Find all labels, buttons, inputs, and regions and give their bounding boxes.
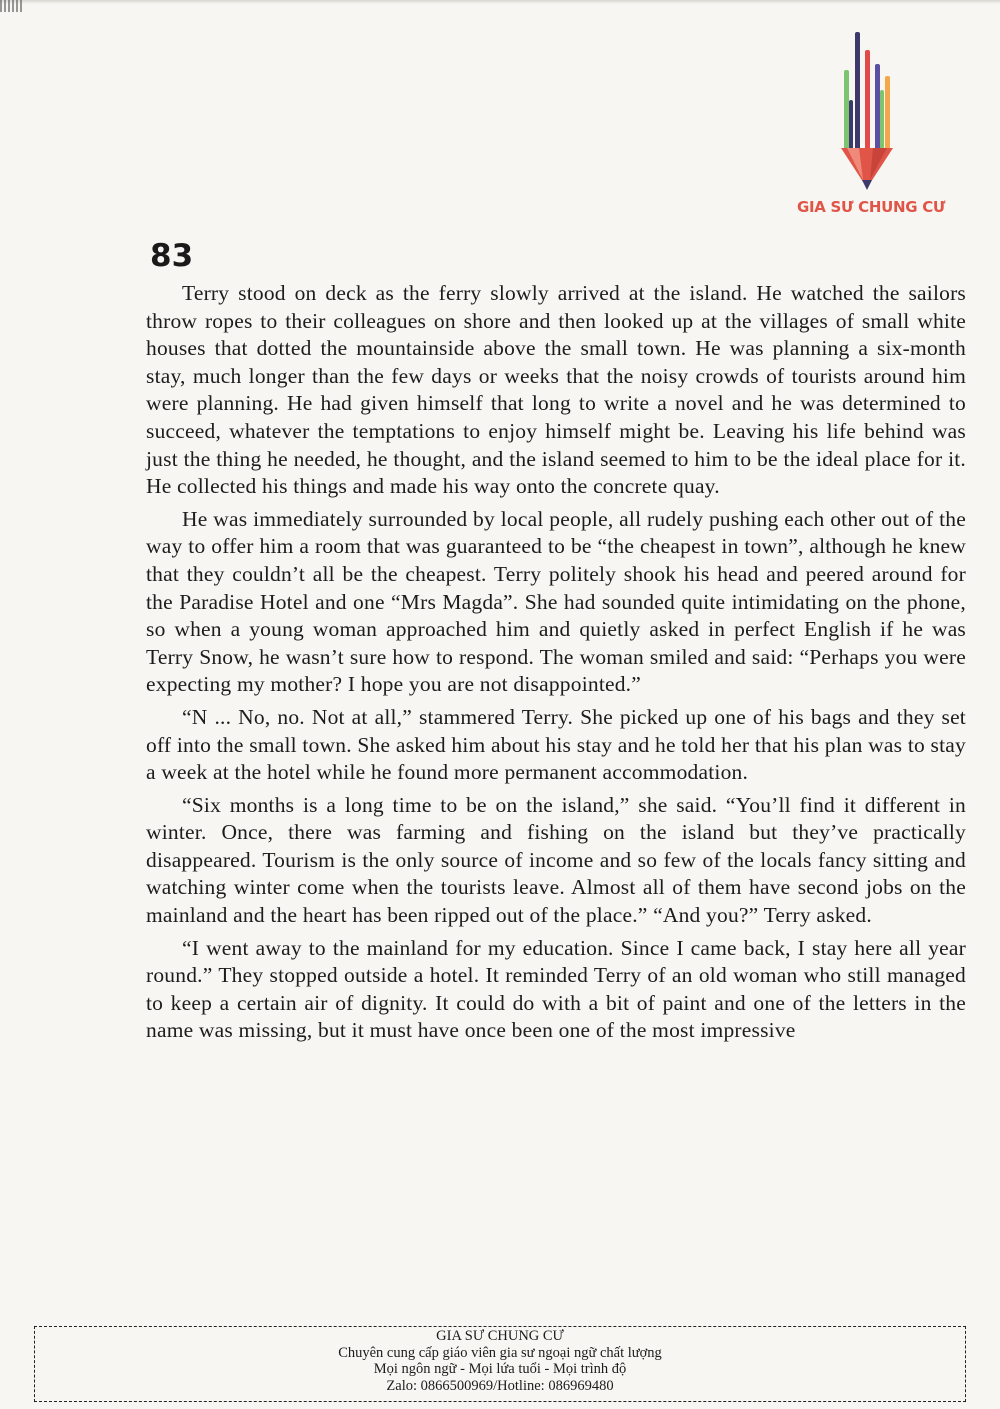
logo-text: GIA SƯ CHUNG CƯ [797,198,946,216]
paragraph-4: “Six months is a long time to be on the island,” she said. “You’ll find it different in winter. Once, there was farming and fishing on the island but they’ve practically disappeared. Tourism is the only source of income and so few of the locals fancy sitting and watching winter come when the tourists leave. Almost all of them have second jobs on the mainland and the heart has been ripped out of the place.” “And you?” Terry asked. [146,792,966,928]
scan-corner-mark [0,0,22,12]
scan-edge [0,0,1000,4]
paragraph-1: Terry stood on deck as the ferry slowly arrived at the island. He watched the sailors throw ropes to their colleagues on shore and then looked up at the villages of small white houses that dotted the mountainside above the small town. He was planning a six-month stay, much longer than the few days or weeks that the noisy crowds of tourists around him were planning. He had given himself that long to write a novel and he was determined to succeed, whatever the temptations to enjoy himself might be. Leaving his life behind was just the thing he needed, he thought, and the island seemed to him to be the ideal place for it. He collected his things and made his way onto the concrete quay. [146,281,966,499]
footer-subtitle: Mọi ngôn ngữ - Mọi lứa tuổi - Mọi trình độ [373,1361,627,1377]
page-number: 83 [150,238,194,274]
paragraph-5: “I went away to the mainland for my education. Since I came back, I stay here all year round.” They stopped outside a hotel. It reminded Terry of an old woman who still managed to keep a certain air of dignity. It could do with a bit of paint and one of the letters in the name was missing, but it must have once been one of the most impressive [146,935,966,1043]
pencil-logo-icon [835,30,899,195]
paragraph-2: He was immediately surrounded by local people, all rudely pushing each other out of the way to offer him a room that was guaranteed to be “the cheapest in town”, although he knew that they couldn’t all be the cheapest. Terry politely shook his head and peered around for the Paradise Hotel and one “Mrs Magda”. She had sounded quite intimidating on the phone, so when a young woman approached him and quietly asked in perfect English if he was Terry Snow, he wasn’t sure how to respond. The woman smiled and said: “Perhaps you were expecting my mother? I hope you are not disappointed.” [146,506,966,697]
footer-contact-box [34,1326,966,1402]
paragraph-3: “N ... No, no. Not at all,” stammered Terry. She picked up one of his bags and they set off into the small town. She asked him about his stay and he told her that his plan was to stay a week at the hotel while he found more permanent accommodation. [146,704,966,785]
footer-tagline: Chuyên cung cấp giáo viên gia sư ngoại ngữ chất lượng [338,1344,662,1361]
footer-contact: Zalo: 0866500969/Hotline: 086969480 [386,1377,614,1394]
footer-title: GIA SƯ CHUNG CƯ [436,1328,564,1344]
article-body [146,280,966,1050]
brand-logo [795,30,945,222]
